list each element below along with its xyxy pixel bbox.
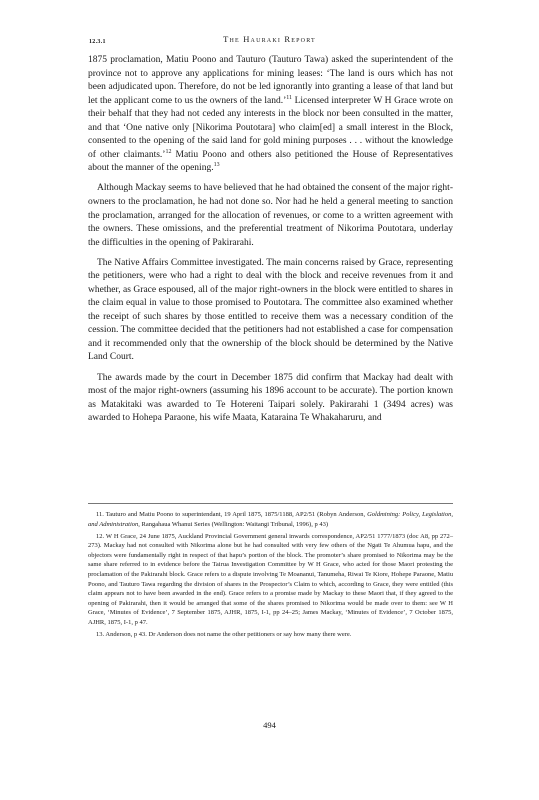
text-run: The awards made by the court in December 1875 did confirm that Mackay had dealt with most of the major right-owners (assuming his 1896 account to be accurate). The portion known as Matakitaki was awarded to Te Hotereni Taipari solely. Pakirarahi 1 (3494 acres) was awarded to Hohepa Paraone, his wife Maata, Kataraina Te Whakaharuru, and — [88, 372, 453, 424]
text-run: Although Mackay seems to have believed that he had obtained the consent of the major right-owners to the proclamation, he had not done so. Nor had he held a general meeting to sanction the proclamation, arranged for the allocation of revenues, or come to a written agreement with the owners. These omissions, and the preferential treatment of Nikorima Poutotara, underlay the difficulties in the opening of Pakirarahi. — [88, 183, 453, 248]
body-paragraph — [88, 54, 453, 176]
text-run: 11. Tauturo and Matiu Poono to superintendant, 19 April 1875, 1875/1188, AP2/51 (Robyn Anderson, — [96, 511, 368, 518]
footnote-reference: 11 — [286, 94, 293, 101]
text-run: Matiu Poono and others also petitioned the House of Representatives about the manner of the opening. — [88, 149, 453, 174]
page-number: 494 — [263, 720, 276, 730]
text-run: , Rangahaua Whanui Series (Wellington: Waitangi Tribunal, 1996), p 43) — [138, 520, 328, 528]
text-run: 13. Anderson, p 43. Dr Anderson does not name the other petitioners or say how many there were. — [96, 631, 352, 639]
body-paragraph — [88, 372, 453, 426]
footnote-reference: 12 — [165, 148, 172, 155]
body-paragraph — [88, 182, 453, 250]
italic-title: Goldmining: Policy, Legislation, and Administration — [88, 511, 453, 528]
body-paragraph — [88, 257, 453, 365]
text-run: 12. W H Grace, 24 June 1875, Auckland Provincial Government general inwards correspondence, AP2/51 1777/1873 (doc A8, pp 272–273). Mackay had not consulted with Nikorima alone but he had consulted with very few others of the Ngati Te Ahumua hapu, and the objectors were fundamentally right in respect of that hapu’s portion of the block. The promoter’s share promised to Nikorima may be the same share referred to in evidence before the Tairua Investigation Committee by W H Grace, who acted for those Maori protesting the proclamation of the Pakirarahi block. Grace refers to a dispute involving Te Moananui, Tanumeha, Riwai Te Kiore, Hohepe Paraone, Matiu Poono, and Tauturo Tawa regarding the division of shares in the Prospector’s Claim to which, according to Grace, they were entitled (this claim appears not to have been awarded in the end). Grace refers to a promise made by Mackay to these Maori that, if they agreed to the opening of Pakirarahi, then it would be arranged that some of the shares promised to Nikorima would be made over to them: see W H Grace, ‘Minutes of Evidence’, 7 September 1875, AJHR, 1875, I-1, pp 24–25; James Mackay, ‘Minutes of Evidence’, 7 October 1875, AJHR, 1875, I-1, p 47. — [88, 532, 453, 627]
footnote-divider — [88, 503, 453, 504]
text-run: 1875 proclamation, Matiu Poono and Tauturo (Tauturo Tawa) asked the superintendent of the province not to approve any applications for mining leases: ‘The land is ours which has not been adjudicated upon. Therefore, do not be led ignorantly into granting a lease of that land but let the applicant come to us the owners of the land.’ — [88, 55, 453, 106]
footnote — [88, 630, 453, 640]
footnote-reference: 13 — [213, 162, 220, 169]
footnote — [88, 510, 453, 529]
running-head: The Hauraki Report — [223, 34, 316, 44]
footnotes — [88, 510, 453, 642]
text-run: The Native Affairs Committee investigated. The main concerns raised by Grace, representing the petitioners, were who had a right to deal with the block and receive revenues from it and whether, as Grace espoused, all of the major right-owners in the block were entitled to shares in the claim equal in value to those promised to Poutotara. The committee also examined whether the receipt of such shares by those entitled to receive them was a necessary condition of the cession. The committee decided that the petitioners had not established a case for compensation and it recommended only that the ownership of the block should be determined by the Native Land Court. — [88, 257, 453, 363]
text-run: Licensed interpreter W H Grace wrote on their behalf that they had not ceded any interests in the block nor been consulted in the matter, and that ‘One native only [Nikorima Poutotara] who claim[ed] a small interest in the Block, consented to the opening of the said land for gold mining purposes . . . without the knowledge of other claimants.’ — [88, 95, 453, 160]
footnote — [88, 532, 453, 628]
section-number: 12.3.1 — [89, 39, 106, 45]
body-text — [88, 54, 453, 432]
